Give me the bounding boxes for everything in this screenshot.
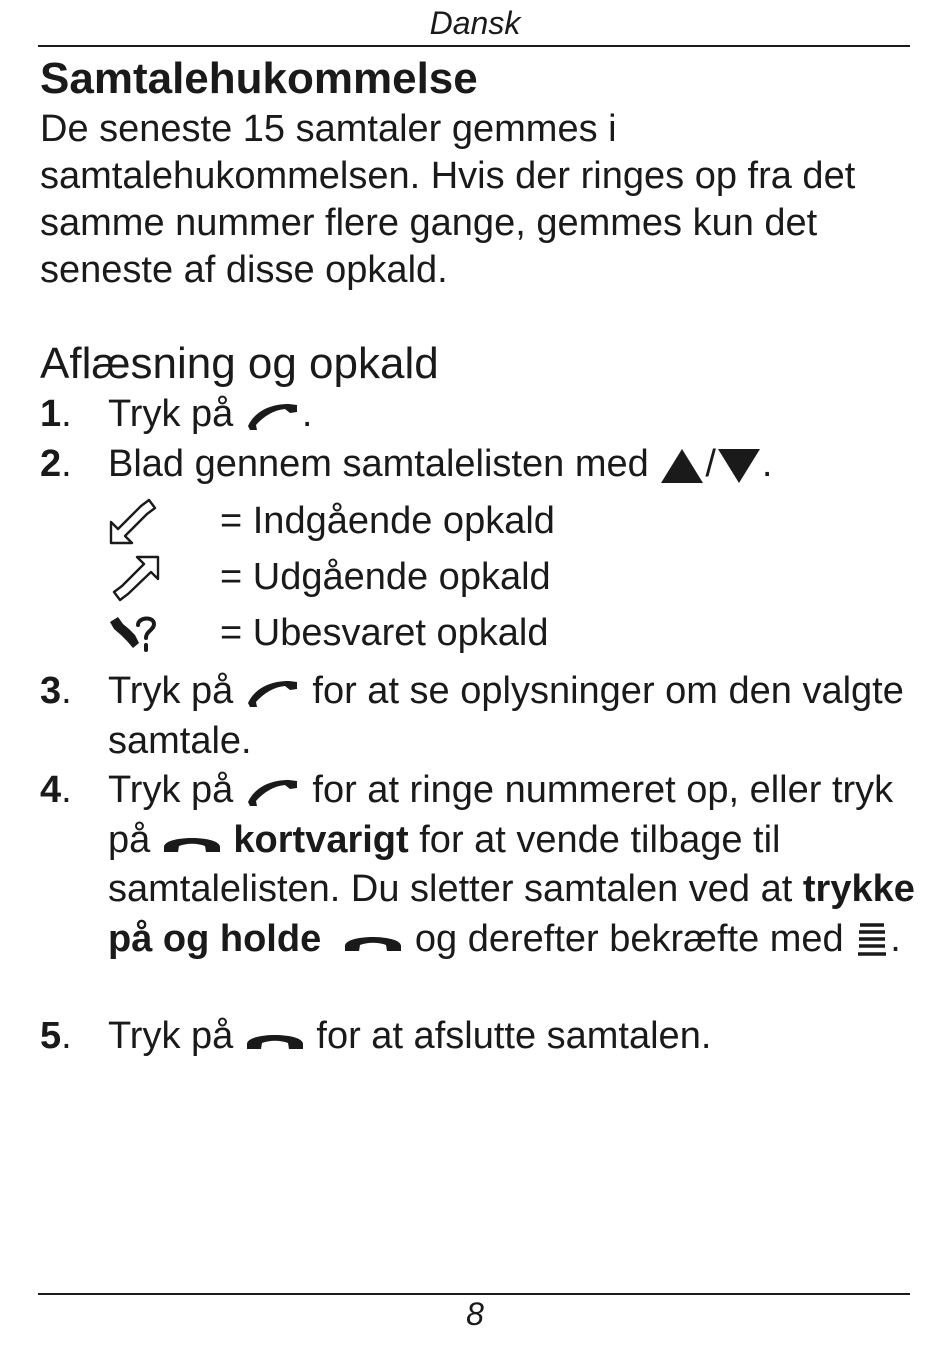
step-text: Tryk på for at afslutte samtalen. [108,1015,712,1057]
legend-label: = Ubesvaret opkald [220,612,549,654]
header-rule [38,45,910,47]
step-number: 2. [40,443,72,485]
section-title: Samtalehukommelse [40,54,478,103]
call-key-icon [244,399,302,433]
arrow-down-icon [716,447,762,485]
step-number: 1. [40,393,72,435]
end-call-key-icon [244,1023,306,1053]
arrow-up-icon [659,447,705,485]
step-text: Tryk på for at ringe nummeret op, eller tryk på kortvarigt for at vende tilbage til samtalelisten. Du sletter samtalen ved at trykke på og holde og derefter bekræfte med . [108,769,915,960]
subsection-title: Aflæsning og opkald [40,339,439,388]
step-text: Blad gennem samtalelisten med / . [108,443,773,485]
step-number: 5. [40,1015,72,1057]
step-number: 3. [40,670,72,712]
menu-key-icon [854,922,890,958]
step-text: Tryk på . [108,393,313,435]
page-number: 8 [466,1296,484,1332]
end-call-key-icon [161,826,223,856]
call-key-icon [244,775,302,809]
legend-label: = Udgående opkald [220,556,551,598]
call-key-icon [244,676,302,710]
step-number: 4. [40,769,72,811]
missed-call-icon [108,610,162,658]
legend-label: = Indgående opkald [220,500,555,542]
outgoing-call-icon [108,554,162,602]
section-intro: De seneste 15 samtaler gemmes i samtalehukommelsen. Hvis der ringes op fra det samme nummer flere gange, gemmes kun det seneste af disse opkald. [40,108,856,291]
header-language: Dansk [429,5,521,41]
incoming-call-icon [108,498,162,546]
step-text: Tryk på for at se oplysninger om den valgte samtale. [108,670,904,762]
end-call-key-icon [342,925,404,955]
